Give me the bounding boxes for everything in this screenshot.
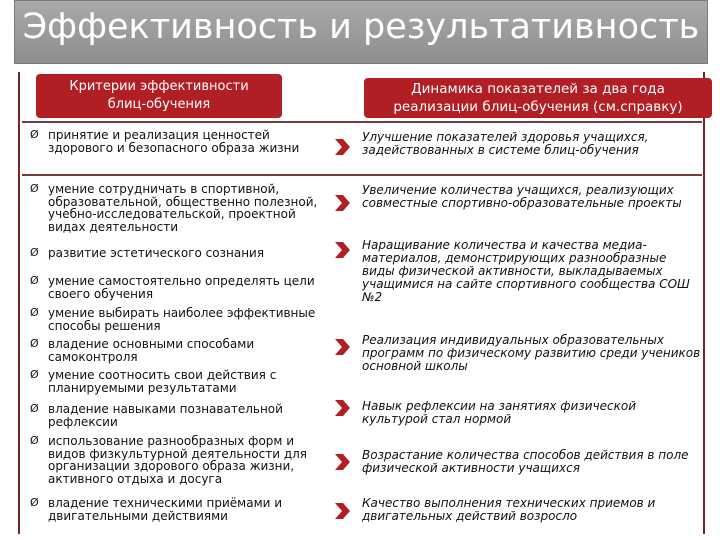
- criterion-text: умение выбирать наиболее эффективные способы решения: [48, 306, 316, 333]
- chevron-right-icon: [332, 137, 352, 157]
- page-title: Эффективность и результативность: [22, 7, 700, 47]
- criterion-text: развитие эстетического сознания: [48, 246, 265, 260]
- criteria-header-line1: Критерии эффективности: [69, 79, 249, 94]
- bullet-arrow-icon: Ø: [30, 368, 39, 381]
- criterion-item: [30, 129, 330, 154]
- bullet-arrow-icon: Ø: [30, 337, 39, 350]
- criterion-item: [30, 338, 330, 363]
- row-separator: [22, 121, 702, 123]
- result-item: Наращивание количества и качества медиа-материалов, демонстрирующих разнообразные виды физической активности, выкладываемых учащимися на сайте спортивного сообщества СОШ №2: [362, 238, 690, 304]
- criterion-text: умение самостоятельно определять цели своего обучения: [48, 274, 315, 301]
- criteria-header-line2: блиц-обучения: [107, 97, 211, 112]
- chevron-right-icon: [332, 452, 352, 472]
- criterion-item: [30, 307, 330, 332]
- criteria-header: [36, 74, 282, 118]
- bullet-arrow-icon: Ø: [30, 246, 39, 259]
- frame-left-border: [18, 72, 20, 534]
- criterion-text: владение навыками познавательной рефлексии: [48, 402, 283, 429]
- criterion-item: [30, 497, 330, 522]
- bullet-arrow-icon: Ø: [30, 274, 39, 287]
- chevron-right-icon: [332, 193, 352, 213]
- title-bar: [14, 0, 708, 64]
- bullet-arrow-icon: Ø: [30, 434, 39, 447]
- dynamics-header-line1: Динамика показателей за два года: [411, 81, 665, 97]
- criterion-item: [30, 369, 330, 394]
- criterion-item: [30, 435, 330, 485]
- dynamics-header-line2: реализации блиц-обучения (см.справку): [393, 99, 683, 115]
- frame-right-border: [703, 72, 705, 534]
- criterion-item: [30, 275, 330, 300]
- dynamics-header: [364, 78, 712, 118]
- criterion-text: умение соотносить свои действия с планируемыми результатами: [48, 368, 277, 395]
- bullet-arrow-icon: Ø: [30, 402, 39, 415]
- chevron-right-icon: [332, 240, 352, 260]
- bullet-arrow-icon: Ø: [30, 182, 39, 195]
- result-item: Реализация индивидуальных образовательных программ по физическому развитию среди учеников основной школы: [362, 333, 701, 373]
- chevron-right-icon: [332, 398, 352, 418]
- criterion-text: принятие и реализация ценностей здорового и безопасного образа жизни: [48, 128, 300, 155]
- bullet-arrow-icon: Ø: [30, 128, 39, 141]
- result-item: Возрастание количества способов действия в поле физической активности учащихся: [362, 448, 689, 475]
- result-item: Качество выполнения технических приемов и двигательных действий возросло: [362, 496, 656, 523]
- bullet-arrow-icon: Ø: [30, 496, 39, 509]
- result-item: Увеличение количества учащихся, реализующих совместные спортивно-образовательные проекты: [362, 183, 682, 210]
- bullet-arrow-icon: Ø: [30, 306, 39, 319]
- row-separator: [22, 174, 702, 176]
- criterion-text: владение техническими приёмами и двигательными действиями: [48, 496, 283, 523]
- result-item: Улучшение показателей здоровья учащихся, задействованных в системе блиц-обучения: [362, 130, 649, 157]
- chevron-right-icon: [332, 337, 352, 357]
- criterion-item: [30, 403, 330, 428]
- criterion-text: умение сотрудничать в спортивной, образовательной, общественно полезной, учебно-исследовательской, проектной видах деятельности: [48, 182, 318, 234]
- criterion-text: использование разнообразных форм и видов физкультурной деятельности для организации здорового образа жизни, активного отдыха и досуга: [48, 434, 308, 486]
- criterion-text: владение основными способами самоконтроля: [48, 337, 255, 364]
- criterion-item: [30, 183, 330, 233]
- criterion-item: [30, 247, 330, 260]
- result-item: Навык рефлексии на занятиях физической культурой стал нормой: [362, 399, 636, 426]
- chevron-right-icon: [332, 501, 352, 521]
